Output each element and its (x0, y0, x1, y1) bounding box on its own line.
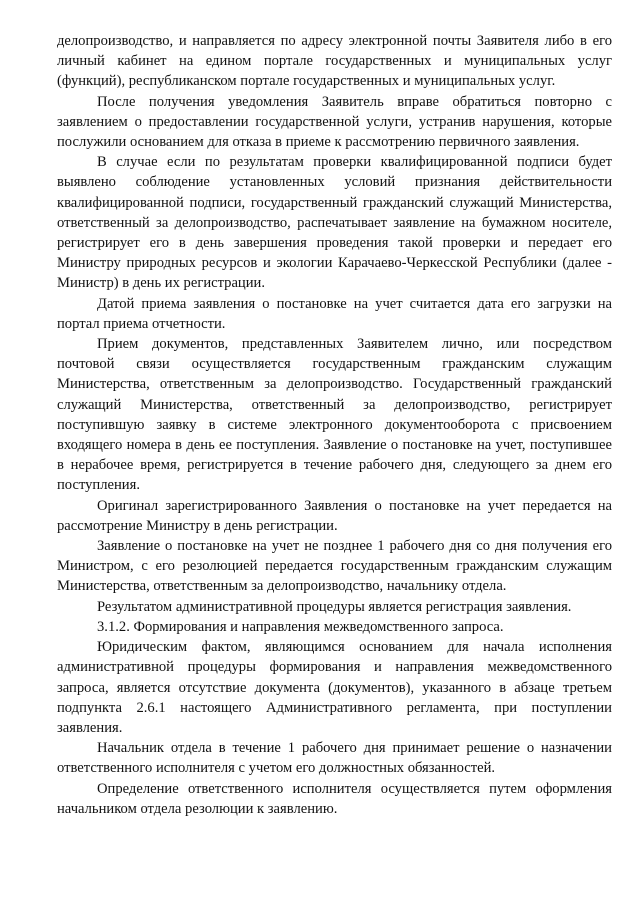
paragraph-acceptance-date: Датой приема заявления о постановке на учет считается дата его загрузки на портал приема отчетности. (57, 295, 612, 332)
paragraph-procedure-result: Результатом административной процедуры является регистрация заявления. (97, 598, 572, 615)
paragraph-document-reception: Прием документов, представленных Заявителем лично, или посредством почтовой связи осуществляется государственным гражданским служащим Министерства, ответственным за делопроизводство. Государственный гражданский служащий Министерства, ответственный за делопроизводство, регистрирует поступившую заявку в системе электронного документооборота с присвоением входящего номера в день ее поступления. Заявление о постановке на учет, поступившее в нерабочее время, регистрируется в течение рабочего дня, следующего за днем его поступления. (57, 336, 612, 494)
paragraph-executor-definition: Определение ответственного исполнителя осуществляется путем оформления начальником отдела резолюции к заявлению. (57, 780, 612, 817)
paragraph-legal-fact: Юридическим фактом, являющимся основанием для начала исполнения административной процедуры формирования и направления межведомственного запроса, является отсутствие документа (документов), указанного в абзаце третьем подпункта 2.6.1 настоящего Административного регламента, при поступлении заявления. (57, 639, 612, 736)
paragraph-executor-appointment: Начальник отдела в течение 1 рабочего дня принимает решение о назначении ответственного исполнителя с учетом его должностных обязанностей. (57, 740, 612, 777)
paragraph-continuation: делопроизводство, и направляется по адресу электронной почты Заявителя либо в его личный кабинет на едином портале государственных и муниципальных услуг (функций), республиканском портале государственных и муниципальных услуг. (57, 33, 612, 90)
section-heading-3-1-2: 3.1.2. Формирования и направления межведомственного запроса. (97, 618, 504, 635)
paragraph-original-transfer: Оригинал зарегистрированного Заявления о постановке на учет передается на рассмотрение Министру в день регистрации. (57, 497, 612, 534)
paragraph-signature-check: В случае если по результатам проверки квалифицированной подписи будет выявлено соблюдение установленных условий признания действительности квалифицированной подписи, государственный гражданский служащий Министерства, ответственный за делопроизводство, распечатывает заявление на бумажном носителе, регистрирует его в день завершения проведения такой проверки и передает его Министру природных ресурсов и экологии Карачаево-Черкесской Республики (далее - Министр) в день их регистрации. (57, 154, 612, 292)
paragraph-repeat-application: После получения уведомления Заявитель вправе обратиться повторно с заявлением о предоставлении государственной услуги, устранив нарушения, которые послужили основанием для отказа в приеме к рассмотрению первичного заявления. (57, 93, 612, 151)
document-page (57, 31, 612, 819)
paragraph-resolution-transfer: Заявление о постановке на учет не позднее 1 рабочего дня со дня получения его Министром, с его резолюцией передается государственным гражданским служащим Министерства, ответственным за делопроизводство, начальнику отдела. (57, 538, 612, 595)
